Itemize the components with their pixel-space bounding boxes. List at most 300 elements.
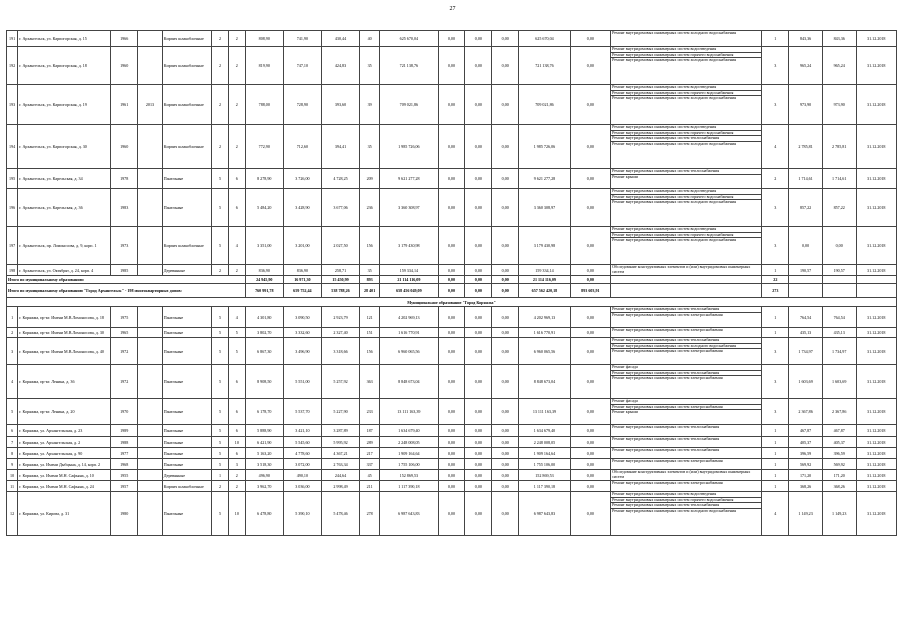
- cell-f1: 0,00: [438, 307, 465, 328]
- cell-s2: 3 726,00: [283, 169, 321, 189]
- table-row: [7, 481, 897, 492]
- cell-s1: 3 351,00: [245, 227, 283, 265]
- cell-en: 10: [228, 437, 245, 448]
- cell-f1: 0,00: [438, 328, 465, 338]
- cell-wall: Панельные: [162, 437, 211, 448]
- cell-cnt: 1: [762, 448, 789, 459]
- cell-cnt: 4: [762, 492, 789, 536]
- cell-s2: 5 537,70: [283, 399, 321, 425]
- cell-y1: 1955: [111, 470, 138, 481]
- cell-p2: 1 734,97: [822, 338, 856, 365]
- cell-f2: 0,00: [465, 448, 492, 459]
- cell-f4: 625 670,04: [519, 31, 571, 47]
- cell-cnt: 1: [762, 481, 789, 492]
- cell-s3: 244,64: [321, 470, 359, 481]
- cell-s1: 5 163,20: [245, 448, 283, 459]
- total-date: [856, 284, 896, 298]
- cell-f4: 4 202 969,13: [519, 307, 571, 328]
- cell-f1: 0,00: [438, 169, 465, 189]
- total-p1: [789, 284, 823, 298]
- cell-n: 197: [7, 227, 18, 265]
- work-type: Обследование конструктивных элементов и (или) внутридомовых инженерных систем: [612, 469, 751, 479]
- cell-f3: 0,00: [492, 47, 519, 85]
- table-row: [7, 492, 897, 536]
- cell-addr: г. Коряжма, ул. Имени М.Н. Сафьяна, д. 10: [18, 470, 111, 481]
- cell-f3: 0,00: [492, 459, 519, 470]
- cell-p2: 368,26: [822, 481, 856, 492]
- cell-p1: 1 714,61: [789, 169, 823, 189]
- cell-en: 2: [228, 481, 245, 492]
- subtotal-s3: 15 450,99: [321, 276, 359, 284]
- cell-s2: 3 332,60: [283, 328, 321, 338]
- cell-cnt: 1: [762, 470, 789, 481]
- work-types-cell: [611, 227, 762, 265]
- cell-s3: 2 763,34: [321, 459, 359, 470]
- work-type: Ремонт внутридомовых инженерных систем холодного водоснабжения: [612, 95, 737, 101]
- cell-en: 6: [228, 365, 245, 399]
- work-type: Ремонт внутридомовых инженерных систем электроснабжения: [612, 311, 723, 317]
- capital-repair-table: [6, 30, 897, 536]
- cell-date: 31.12.2018: [856, 338, 896, 365]
- cell-f4: 1 755 106,00: [519, 459, 571, 470]
- cell-date: 31.12.2018: [856, 189, 896, 227]
- section-title: Муниципальное образование "Город Коряжма": [7, 298, 897, 307]
- table-row: [7, 328, 897, 338]
- cell-p1: 2 785,81: [789, 125, 823, 169]
- work-type: Ремонт внутридомовых инженерных систем горячего водоснабжения: [611, 498, 761, 504]
- cell-cnt: 2: [762, 169, 789, 189]
- cell-s3: 5 257,92: [321, 365, 359, 399]
- cell-s3: 5 995,92: [321, 437, 359, 448]
- table-row: [7, 307, 897, 328]
- cell-date: 31.12.2018: [856, 492, 896, 536]
- cell-y2: [138, 481, 163, 492]
- cell-fl: 5: [212, 338, 229, 365]
- cell-f5: 0,00: [570, 338, 610, 365]
- cell-s2: 836,90: [283, 265, 321, 276]
- cell-n: 6: [7, 425, 18, 437]
- cell-f2: 0,00: [465, 328, 492, 338]
- total-cost: 658 456 049,09: [380, 284, 438, 298]
- cell-date: 31.12.2018: [856, 328, 896, 338]
- cell-f1: 0,00: [438, 470, 465, 481]
- cell-f2: 0,00: [465, 307, 492, 328]
- work-type: Ремонт внутридомовых инженерных систем теплоснабжения: [612, 447, 720, 452]
- cell-wall: Панельные: [162, 307, 211, 328]
- cell-p1: 965,24: [789, 47, 823, 85]
- cell-p1: 0,00: [789, 227, 823, 265]
- work-types-cell: [611, 481, 762, 492]
- cell-s1: 5 484,20: [245, 189, 283, 227]
- cell-y2: [138, 265, 163, 276]
- table-row: [7, 227, 897, 265]
- cell-cnt: 3: [762, 338, 789, 365]
- cell-cost: 1 909 164,64: [380, 448, 438, 459]
- cell-f3: 0,00: [492, 399, 519, 425]
- cell-res: 35: [360, 125, 380, 169]
- cell-f2: 0,00: [465, 437, 492, 448]
- work-type: Ремонт внутридомовых инженерных систем водоотведения: [611, 85, 761, 91]
- cell-en: 2: [228, 31, 245, 47]
- cell-f1: 0,00: [438, 265, 465, 276]
- cell-s3: 2 998,49: [321, 481, 359, 492]
- cell-en: 2: [228, 125, 245, 169]
- work-types-cell: [611, 307, 762, 328]
- cell-en: 2: [228, 47, 245, 85]
- work-type: Ремонт внутридомовых инженерных систем теплоснабжения: [611, 371, 761, 377]
- cell-en: 2: [228, 265, 245, 276]
- cell-f4: 6 987 643,83: [519, 492, 571, 536]
- cell-n: 196: [7, 189, 18, 227]
- total-row: [7, 284, 897, 298]
- cell-f3: 0,00: [492, 338, 519, 365]
- work-type: Ремонт внутридомовых инженерных систем теплоснабжения: [612, 436, 720, 441]
- cell-f5: 0,00: [570, 31, 610, 47]
- cell-wall: Панельные: [162, 189, 211, 227]
- cell-s2: 3 090,50: [283, 307, 321, 328]
- cell-fl: 5: [212, 227, 229, 265]
- cell-cost: 3 179 430,98: [380, 227, 438, 265]
- table-row: [7, 47, 897, 85]
- cell-s1: 8 908,50: [245, 365, 283, 399]
- cell-cnt: 3: [762, 85, 789, 125]
- cell-f4: 6 960 065,56: [519, 338, 571, 365]
- total-s3: 538 788,26: [321, 284, 359, 298]
- cell-f4: 1 616 770,91: [519, 328, 571, 338]
- work-type: Ремонт внутридомовых инженерных систем водоотведения: [611, 47, 761, 53]
- cell-f3: 0,00: [492, 448, 519, 459]
- cell-addr: г. Архангельск, ул. Карпогорская, д. 18: [18, 47, 111, 85]
- cell-f5: 0,00: [570, 85, 610, 125]
- cell-p2: 569,92: [822, 459, 856, 470]
- cell-res: 337: [360, 459, 380, 470]
- cell-p1: 1 734,97: [789, 338, 823, 365]
- cell-date: 31.12.2018: [856, 31, 896, 47]
- cell-f2: 0,00: [465, 227, 492, 265]
- cell-cost: 625 670,04: [380, 31, 438, 47]
- cell-cost: 159 334,14: [380, 265, 438, 276]
- cell-f3: 0,00: [492, 492, 519, 536]
- cell-f1: 0,00: [438, 425, 465, 437]
- work-types-cell: [611, 265, 762, 276]
- cell-s2: 3 496,90: [283, 338, 321, 365]
- cell-y2: [138, 459, 163, 470]
- cell-f2: 0,00: [465, 481, 492, 492]
- cell-f3: 0,00: [492, 227, 519, 265]
- section-header-row: [7, 298, 897, 307]
- cell-f2: 0,00: [465, 399, 492, 425]
- cell-f1: 0,00: [438, 227, 465, 265]
- cell-res: 35: [360, 265, 380, 276]
- cell-en: 4: [228, 307, 245, 328]
- cell-y1: 1975: [111, 307, 138, 328]
- work-type: Ремонт внутридомовых инженерных систем электроснабжения: [612, 480, 723, 485]
- cell-wall: Панельные: [162, 365, 211, 399]
- cell-n: 7: [7, 437, 18, 448]
- table-row: [7, 265, 897, 276]
- cell-f2: 0,00: [465, 125, 492, 169]
- cell-en: 5: [228, 338, 245, 365]
- cell-f4: 1 985 726,06: [519, 125, 571, 169]
- cell-en: 3: [228, 459, 245, 470]
- cell-wall: Кирпич шлакоблочные: [162, 47, 211, 85]
- cell-en: 4: [228, 227, 245, 265]
- cell-s2: 3 201,00: [283, 227, 321, 265]
- total-p2: [822, 284, 856, 298]
- cell-s3: 258,71: [321, 265, 359, 276]
- cell-wall: Панельные: [162, 328, 211, 338]
- cell-res: 217: [360, 448, 380, 459]
- cell-res: 236: [360, 189, 380, 227]
- subtotal-f5: 0,00: [570, 276, 610, 284]
- work-type: Ремонт внутридомовых инженерных систем теплоснабжения: [611, 307, 761, 313]
- cell-addr: г. Архангельск, ул. Октябрят, д. 24, корп. 4: [18, 265, 111, 276]
- page-number: 27: [449, 6, 456, 12]
- cell-date: 31.12.2018: [856, 399, 896, 425]
- cell-f1: 0,00: [438, 338, 465, 365]
- work-type: Ремонт внутридомовых инженерных систем электроснабжения: [612, 375, 723, 381]
- cell-en: 2: [228, 85, 245, 125]
- work-types-cell: [611, 47, 762, 85]
- cell-fl: 2: [212, 31, 229, 47]
- table-row: [7, 125, 897, 169]
- cell-date: 31.12.2018: [856, 227, 896, 265]
- cell-p2: 396,59: [822, 448, 856, 459]
- cell-y2: [138, 189, 163, 227]
- cell-s1: 6 421,90: [245, 437, 283, 448]
- work-type: Ремонт внутридомовых инженерных систем горячего водоснабжения: [611, 131, 761, 137]
- cell-n: 8: [7, 448, 18, 459]
- cell-f1: 0,00: [438, 189, 465, 227]
- cell-res: 289: [360, 437, 380, 448]
- cell-s1: 6 867,30: [245, 338, 283, 365]
- cell-p2: 190,57: [822, 265, 856, 276]
- work-types-cell: [611, 189, 762, 227]
- cell-cnt: 3: [762, 365, 789, 399]
- cell-cnt: 3: [762, 189, 789, 227]
- cell-f2: 0,00: [465, 425, 492, 437]
- table-row: [7, 169, 897, 189]
- cell-f3: 0,00: [492, 481, 519, 492]
- cell-s3: 4 367,21: [321, 448, 359, 459]
- cell-cnt: 1: [762, 459, 789, 470]
- cell-cost: 709 021,86: [380, 85, 438, 125]
- table-row: [7, 338, 897, 365]
- cell-s1: 808,90: [245, 31, 283, 47]
- cell-p2: 1 149,23: [822, 492, 856, 536]
- cell-s1: 788,00: [245, 85, 283, 125]
- work-type: Ремонт внутридомовых инженерных систем горячего водоснабжения: [611, 233, 761, 239]
- table-row: [7, 425, 897, 437]
- cell-n: 11: [7, 481, 18, 492]
- cell-y2: [138, 227, 163, 265]
- cell-p2: 405,37: [822, 437, 856, 448]
- cell-f3: 0,00: [492, 189, 519, 227]
- cell-f2: 0,00: [465, 169, 492, 189]
- cell-cnt: 3: [762, 227, 789, 265]
- cell-n: 2: [7, 328, 18, 338]
- cell-cost: 1 755 106,00: [380, 459, 438, 470]
- cell-y1: 1960: [111, 125, 138, 169]
- cell-f3: 0,00: [492, 437, 519, 448]
- cell-wall: Кирпич шлакоблочные: [162, 481, 211, 492]
- cell-fl: 5: [212, 169, 229, 189]
- cell-s3: 3 677,06: [321, 189, 359, 227]
- cell-cost: 6 987 643,83: [380, 492, 438, 536]
- subtotal-cnt: 22: [762, 276, 789, 284]
- cell-f5: 0,00: [570, 169, 610, 189]
- cell-cnt: 1: [762, 437, 789, 448]
- cell-y2: [138, 338, 163, 365]
- cell-s1: 8 278,90: [245, 169, 283, 189]
- cell-p2: 2 785,81: [822, 125, 856, 169]
- cell-wall: Кирпич шлакоблочные: [162, 227, 211, 265]
- cell-res: 40: [360, 31, 380, 47]
- cell-s2: 3 072,00: [283, 459, 321, 470]
- total-s2: 659 752,44: [283, 284, 321, 298]
- cell-res: 151: [360, 328, 380, 338]
- cell-f4: 2 248 008,05: [519, 437, 571, 448]
- cell-p2: 857,22: [822, 189, 856, 227]
- work-type: Ремонт внутридомовых инженерных систем холодного водоснабжения: [612, 507, 737, 513]
- cell-s1: 3 518,30: [245, 459, 283, 470]
- work-types-cell: [611, 169, 762, 189]
- cell-f2: 0,00: [465, 492, 492, 536]
- cell-f5: 0,00: [570, 365, 610, 399]
- cell-res: 209: [360, 169, 380, 189]
- cell-y2: [138, 169, 163, 189]
- cell-p1: 396,59: [789, 448, 823, 459]
- cell-p1: 190,57: [789, 265, 823, 276]
- cell-f5: 0,00: [570, 492, 610, 536]
- table-row: [7, 459, 897, 470]
- cell-p2: 1 603,69: [822, 365, 856, 399]
- cell-cnt: 4: [762, 125, 789, 169]
- cell-y1: 1957: [111, 481, 138, 492]
- cell-addr: г. Коряжма, пр-кт. Ленина, д. 36: [18, 365, 111, 399]
- cell-f4: 1 634 679,40: [519, 425, 571, 437]
- cell-fl: 2: [212, 481, 229, 492]
- cell-y1: 1968: [111, 459, 138, 470]
- total-f2: 0,00: [465, 284, 492, 298]
- cell-f4: 9 621 277,28: [519, 169, 571, 189]
- cell-f2: 0,00: [465, 31, 492, 47]
- subtotal-p1: [789, 276, 823, 284]
- cell-res: 156: [360, 227, 380, 265]
- cell-wall: Панельные: [162, 492, 211, 536]
- cell-fl: 5: [212, 189, 229, 227]
- cell-f5: 0,00: [570, 470, 610, 481]
- cell-s2: 3 428,90: [283, 189, 321, 227]
- cell-n: 3: [7, 338, 18, 365]
- cell-s2: 3 421,10: [283, 425, 321, 437]
- cell-p1: 368,26: [789, 481, 823, 492]
- cell-s3: 430,44: [321, 31, 359, 47]
- cell-y2: [138, 448, 163, 459]
- work-types-cell: [611, 31, 762, 47]
- cell-p2: 764,54: [822, 307, 856, 328]
- cell-date: 31.12.2018: [856, 448, 896, 459]
- cell-f4: 3 179 430,98: [519, 227, 571, 265]
- work-type: Ремонт фасада: [611, 365, 761, 371]
- work-type: Ремонт внутридомовых инженерных систем электроснабжения: [612, 458, 723, 463]
- cell-p1: 467,87: [789, 425, 823, 437]
- work-types-cell: [611, 85, 762, 125]
- cell-addr: г. Архангельск, ул. Карельская, д. 34: [18, 169, 111, 189]
- cell-addr: г. Коряжма, ул. Кирова, д. 31: [18, 492, 111, 536]
- work-type: Ремонт внутридомовых инженерных систем холодного водоснабжения: [612, 237, 737, 243]
- cell-en: 6: [228, 189, 245, 227]
- table-row: [7, 31, 897, 47]
- subtotal-date: [856, 276, 896, 284]
- cell-p2: 2 367,86: [822, 399, 856, 425]
- cell-wall: Кирпич шлакоблочные: [162, 85, 211, 125]
- cell-f1: 0,00: [438, 481, 465, 492]
- cell-addr: г. Коряжма, пр-кт. Ленина, д. 20: [18, 399, 111, 425]
- cell-addr: г. Коряжма, ул. Имени Дыбцына, д. 14, корп. 2: [18, 459, 111, 470]
- cell-f5: 0,00: [570, 399, 610, 425]
- cell-s3: 3 318,66: [321, 338, 359, 365]
- cell-f3: 0,00: [492, 365, 519, 399]
- cell-f5: 0,00: [570, 47, 610, 85]
- cell-f2: 0,00: [465, 338, 492, 365]
- cell-fl: 5: [212, 328, 229, 338]
- cell-wall: Панельные: [162, 169, 211, 189]
- cell-f4: 159 334,14: [519, 265, 571, 276]
- table-row: [7, 437, 897, 448]
- cell-y1: 1980: [111, 492, 138, 536]
- total-works: [611, 284, 762, 298]
- cell-addr: г. Коряжма, ул. Архангельская, д. 2: [18, 437, 111, 448]
- subtotal-f1: 0,00: [438, 276, 465, 284]
- table-row: [7, 399, 897, 425]
- table-row: [7, 470, 897, 481]
- cell-date: 31.12.2018: [856, 265, 896, 276]
- cell-date: 31.12.2018: [856, 425, 896, 437]
- cell-addr: г. Коряжма, пр-кт. Имени М.В.Ломоносова, д. 30: [18, 328, 111, 338]
- cell-s3: 3 287,89: [321, 425, 359, 437]
- cell-f5: 0,00: [570, 227, 610, 265]
- work-type: Ремонт крыши: [612, 409, 638, 415]
- cell-fl: 5: [212, 425, 229, 437]
- cell-n: 12: [7, 492, 18, 536]
- cell-wall: Панельные: [162, 448, 211, 459]
- cell-n: 194: [7, 125, 18, 169]
- cell-f2: 0,00: [465, 470, 492, 481]
- cell-f4: 1 909 164,64: [519, 448, 571, 459]
- cell-s1: 3 802,70: [245, 328, 283, 338]
- cell-cost: 1 985 726,06: [380, 125, 438, 169]
- cell-date: 31.12.2018: [856, 47, 896, 85]
- cell-cost: 3 360 308,97: [380, 189, 438, 227]
- cell-en: 6: [228, 169, 245, 189]
- work-type: Ремонт внутридомовых инженерных систем горячего водоснабжения: [611, 91, 761, 97]
- cell-f4: 709 021,86: [519, 85, 571, 125]
- cell-f4: 152 869,53: [519, 470, 571, 481]
- cell-f1: 0,00: [438, 365, 465, 399]
- cell-p1: 764,54: [789, 307, 823, 328]
- cell-cost: 152 869,53: [380, 470, 438, 481]
- work-types-cell: [611, 328, 762, 338]
- cell-f1: 0,00: [438, 31, 465, 47]
- cell-f3: 0,00: [492, 31, 519, 47]
- cell-s1: 772,90: [245, 125, 283, 169]
- cell-f2: 0,00: [465, 459, 492, 470]
- cell-addr: г. Коряжма, ул. Архангельская, д. 90: [18, 448, 111, 459]
- cell-s2: 5 545,60: [283, 437, 321, 448]
- cell-f1: 0,00: [438, 448, 465, 459]
- cell-date: 31.12.2018: [856, 365, 896, 399]
